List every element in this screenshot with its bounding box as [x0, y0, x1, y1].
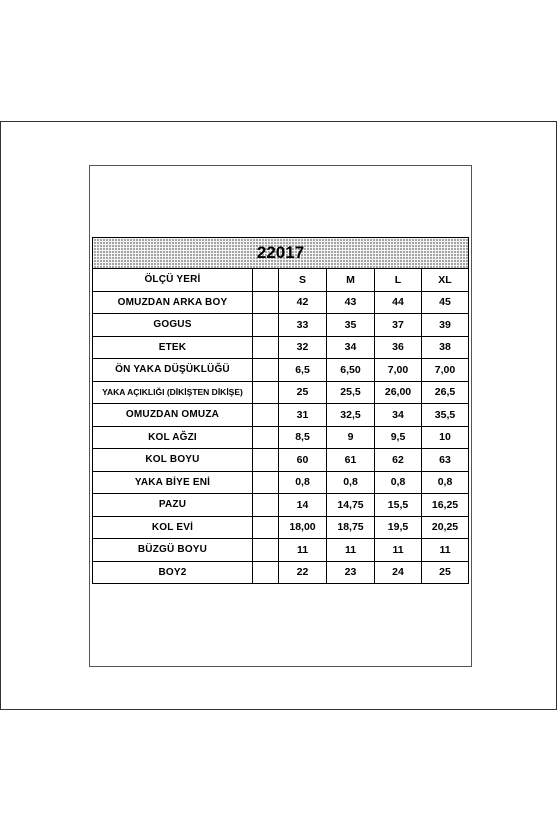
- table-row: [93, 404, 469, 427]
- value-cell-m: 25,5: [327, 381, 375, 404]
- measurement-label: PAZU: [93, 494, 253, 517]
- product-code-cell: [93, 238, 469, 269]
- value-cell-s: 11: [279, 539, 327, 562]
- value-cell-m: 11: [327, 539, 375, 562]
- table-row: [93, 539, 469, 562]
- value-cell-s: 42: [279, 291, 327, 314]
- value-cell-s: 32: [279, 336, 327, 359]
- value-cell-xl: 38: [422, 336, 469, 359]
- measurement-label: BOY2: [93, 561, 253, 584]
- measurement-label: OMUZDAN ARKA BOY: [93, 291, 253, 314]
- spacer-cell: [253, 539, 279, 562]
- value-cell-xl: 10: [422, 426, 469, 449]
- value-cell-l: 26,00: [375, 381, 422, 404]
- size-chart-table: [92, 237, 469, 584]
- table-row: [93, 449, 469, 472]
- measurement-label: ÖN YAKA DÜŞÜKLÜĞÜ: [93, 359, 253, 382]
- value-cell-m: 9: [327, 426, 375, 449]
- header-row: [93, 269, 469, 292]
- table-row: [93, 494, 469, 517]
- spacer-cell: [253, 516, 279, 539]
- spacer-cell: [253, 359, 279, 382]
- measurement-label: OMUZDAN OMUZA: [93, 404, 253, 427]
- value-cell-l: 7,00: [375, 359, 422, 382]
- measurement-label: YAKA BİYE ENİ: [93, 471, 253, 494]
- table-row: [93, 291, 469, 314]
- measurement-label: BÜZGÜ BOYU: [93, 539, 253, 562]
- value-cell-xl: 16,25: [422, 494, 469, 517]
- spacer-cell: [253, 291, 279, 314]
- value-cell-s: 6,5: [279, 359, 327, 382]
- value-cell-s: 14: [279, 494, 327, 517]
- measurement-label: GOGUS: [93, 314, 253, 337]
- value-cell-m: 35: [327, 314, 375, 337]
- value-cell-xl: 63: [422, 449, 469, 472]
- table-row: [93, 516, 469, 539]
- size-header-m: M: [327, 269, 375, 292]
- spacer-cell: [253, 561, 279, 584]
- value-cell-m: 14,75: [327, 494, 375, 517]
- value-cell-s: 22: [279, 561, 327, 584]
- value-cell-s: 31: [279, 404, 327, 427]
- table-row: [93, 381, 469, 404]
- value-cell-m: 6,50: [327, 359, 375, 382]
- value-cell-l: 15,5: [375, 494, 422, 517]
- value-cell-xl: 20,25: [422, 516, 469, 539]
- value-cell-s: 18,00: [279, 516, 327, 539]
- value-cell-m: 23: [327, 561, 375, 584]
- size-header-l: L: [375, 269, 422, 292]
- value-cell-l: 34: [375, 404, 422, 427]
- value-cell-l: 24: [375, 561, 422, 584]
- measurement-label: KOL AĞZI: [93, 426, 253, 449]
- table-row: [93, 426, 469, 449]
- measurement-label: YAKA AÇIKLIĞI (DİKİŞTEN DİKİŞE): [93, 381, 253, 404]
- spacer-cell: [253, 449, 279, 472]
- value-cell-s: 33: [279, 314, 327, 337]
- value-cell-l: 62: [375, 449, 422, 472]
- table-row: [93, 471, 469, 494]
- value-cell-m: 18,75: [327, 516, 375, 539]
- title-row: [93, 238, 469, 269]
- measurement-label: KOL EVİ: [93, 516, 253, 539]
- size-header-s: S: [279, 269, 327, 292]
- header-label: ÖLÇÜ YERİ: [93, 269, 253, 292]
- value-cell-xl: 25: [422, 561, 469, 584]
- value-cell-s: 60: [279, 449, 327, 472]
- value-cell-l: 19,5: [375, 516, 422, 539]
- spacer-cell: [253, 381, 279, 404]
- value-cell-m: 61: [327, 449, 375, 472]
- product-code: 22017: [256, 243, 305, 262]
- value-cell-s: 25: [279, 381, 327, 404]
- value-cell-xl: 11: [422, 539, 469, 562]
- spacer-cell: [253, 494, 279, 517]
- value-cell-l: 9,5: [375, 426, 422, 449]
- spacer-cell: [253, 471, 279, 494]
- value-cell-m: 0,8: [327, 471, 375, 494]
- value-cell-m: 34: [327, 336, 375, 359]
- value-cell-l: 37: [375, 314, 422, 337]
- value-cell-s: 0,8: [279, 471, 327, 494]
- value-cell-m: 32,5: [327, 404, 375, 427]
- value-cell-l: 36: [375, 336, 422, 359]
- value-cell-xl: 45: [422, 291, 469, 314]
- spacer-cell: [253, 336, 279, 359]
- spacer-cell: [253, 426, 279, 449]
- size-header-xl: XL: [422, 269, 469, 292]
- table-row: [93, 336, 469, 359]
- table-row: [93, 314, 469, 337]
- table-row: [93, 359, 469, 382]
- value-cell-xl: 7,00: [422, 359, 469, 382]
- value-cell-l: 44: [375, 291, 422, 314]
- measurement-label: ETEK: [93, 336, 253, 359]
- measurement-label: KOL BOYU: [93, 449, 253, 472]
- value-cell-xl: 26,5: [422, 381, 469, 404]
- table-row: [93, 561, 469, 584]
- spacer-cell: [253, 404, 279, 427]
- value-cell-s: 8,5: [279, 426, 327, 449]
- value-cell-xl: 35,5: [422, 404, 469, 427]
- value-cell-xl: 0,8: [422, 471, 469, 494]
- value-cell-l: 0,8: [375, 471, 422, 494]
- spacer-cell: [253, 269, 279, 292]
- value-cell-l: 11: [375, 539, 422, 562]
- value-cell-m: 43: [327, 291, 375, 314]
- spacer-cell: [253, 314, 279, 337]
- value-cell-xl: 39: [422, 314, 469, 337]
